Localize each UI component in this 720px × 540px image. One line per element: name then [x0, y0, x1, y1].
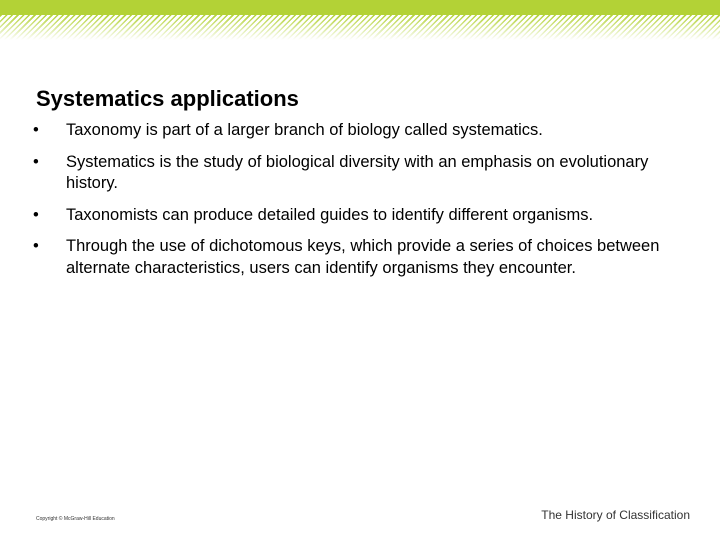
header-bar — [0, 0, 720, 15]
header-hatch — [0, 15, 720, 40]
list-item: • Taxonomy is part of a larger branch of biology called systematics. — [33, 121, 543, 139]
list-item: • Through the use of dichotomous keys, which provide a series of choices between alternate characteristics, users can identify organisms they encounter. — [33, 237, 660, 277]
footer-title: The History of Classification — [541, 508, 690, 522]
list-item: • Systematics is the study of biological diversity with an emphasis on evolutionary history. — [33, 152, 649, 192]
slide-title: Systematics applications — [36, 86, 299, 111]
copyright: Copyright © McGraw-Hill Education — [36, 516, 115, 522]
list-item: • Taxonomists can produce detailed guides to identify different organisms. — [33, 205, 594, 224]
bullet-list — [30, 120, 670, 289]
